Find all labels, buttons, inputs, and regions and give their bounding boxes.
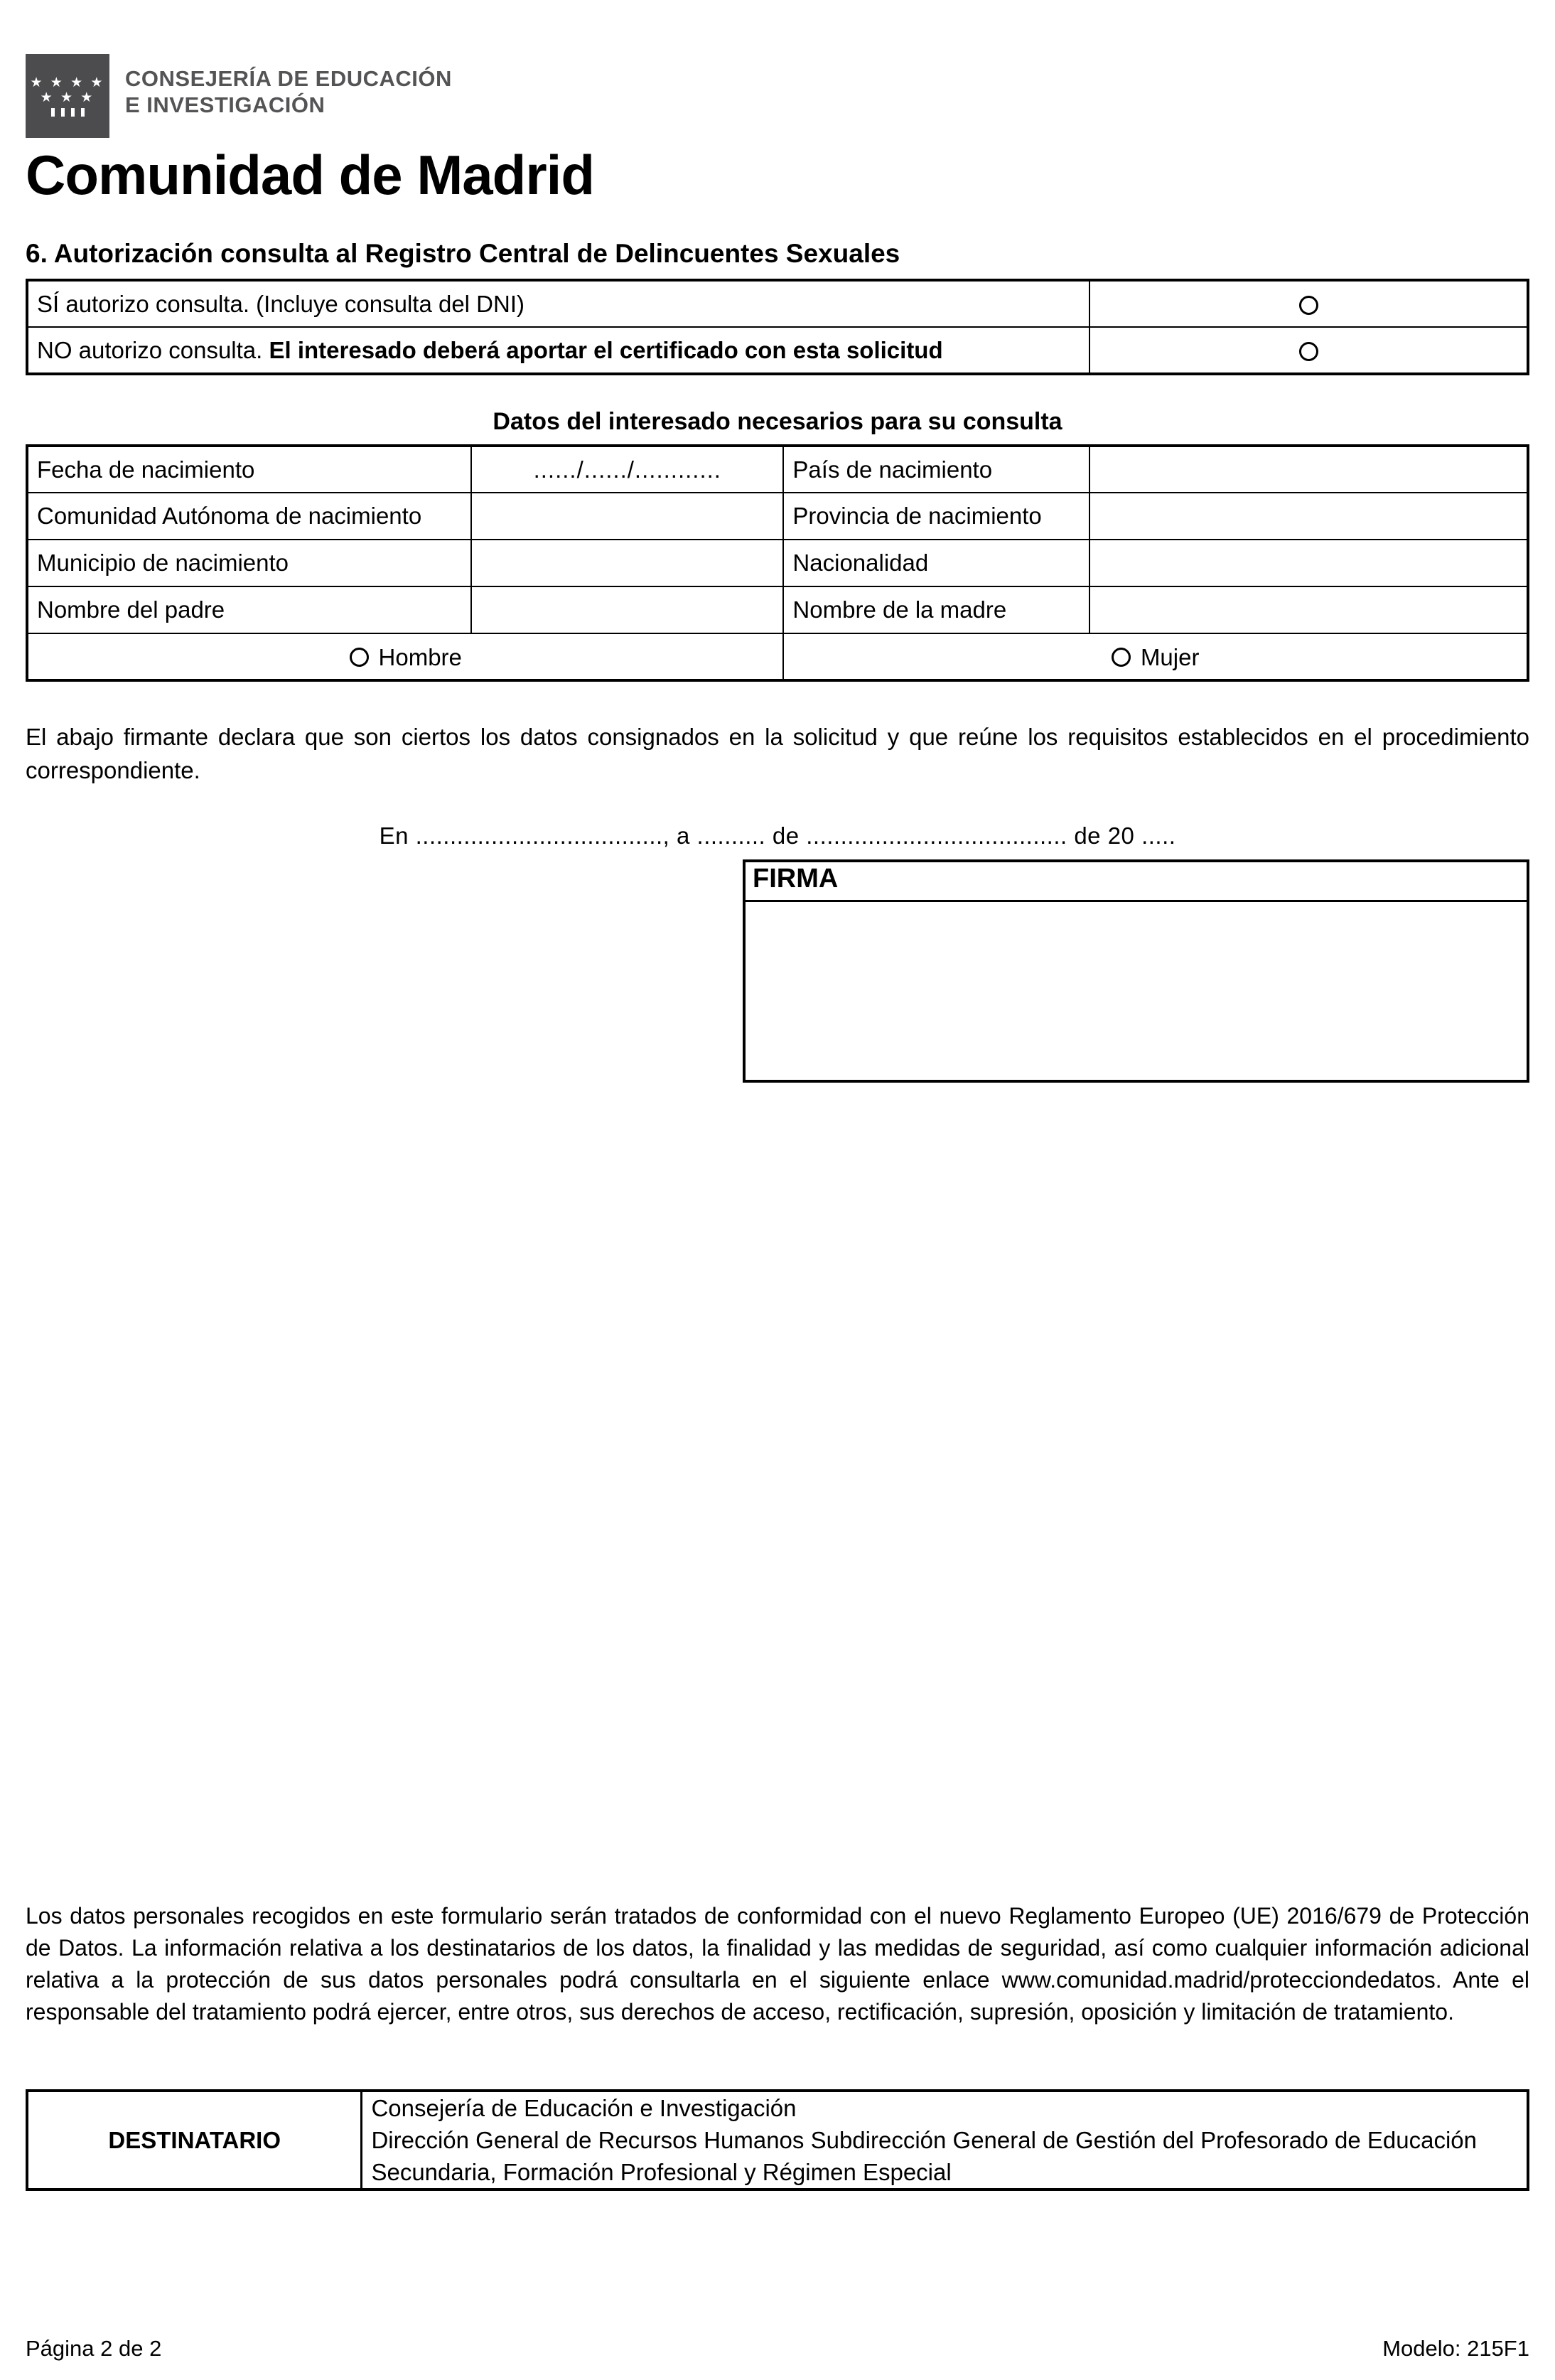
page-footer xyxy=(26,2336,1529,2362)
destinatario-label: DESTINATARIO xyxy=(27,2091,362,2189)
stars-row-2-icon: ★ ★ ★ xyxy=(40,90,95,105)
label-nombre-padre: Nombre del padre xyxy=(27,586,471,633)
consent-table xyxy=(26,279,1529,375)
gender-label-mujer: Mujer xyxy=(1140,643,1200,670)
radio-hombre[interactable] xyxy=(350,648,369,667)
label-pais-nacimiento: País de nacimiento xyxy=(783,446,1089,493)
datos-title: Datos del interesado necesarios para su consulta xyxy=(493,408,1062,435)
radio-mujer[interactable] xyxy=(1112,648,1131,667)
label-provincia-nacimiento: Provincia de nacimiento xyxy=(783,493,1089,540)
signature-box xyxy=(743,859,1529,1083)
signature-label: FIRMA xyxy=(746,862,1527,902)
stars-row-1-icon: ★ ★ ★ ★ xyxy=(30,75,105,90)
datos-table xyxy=(26,444,1529,682)
table-row xyxy=(27,586,1528,633)
consent-text-no: NO autorizo consulta. xyxy=(37,336,269,363)
consent-radio-cell-si xyxy=(1089,280,1528,327)
blank-space xyxy=(26,1083,1529,1900)
declaration-text: El abajo firmante declara que son ciertos los datos consignados en la solicitud y que reúne los requisitos establecidos en el procedimiento correspondiente. xyxy=(26,724,1529,783)
flag-marks-icon xyxy=(51,108,85,117)
model-number: Modelo: 215F1 xyxy=(1382,2336,1529,2361)
org-name-line2: E INVESTIGACIÓN xyxy=(125,92,325,117)
label-nombre-madre: Nombre de la madre xyxy=(783,586,1089,633)
destinatario-row xyxy=(27,2091,1528,2189)
table-row xyxy=(27,493,1528,540)
consent-bold-no: El interesado deberá aportar el certificado con esta solicitud xyxy=(269,336,943,363)
destinatario-table xyxy=(26,2089,1529,2191)
gender-cell-hombre xyxy=(27,633,783,680)
section-title: 6. Autorización consulta al Registro Central de Delincuentes Sexuales xyxy=(26,239,900,268)
org-name xyxy=(125,54,452,118)
brand-title: Comunidad de Madrid xyxy=(26,144,594,206)
consent-row-no xyxy=(27,327,1528,374)
gender-row xyxy=(27,633,1528,680)
signature-area[interactable] xyxy=(746,902,1527,1080)
consent-row-si xyxy=(27,280,1528,327)
gender-cell-mujer xyxy=(783,633,1528,680)
radio-no-autorizo[interactable] xyxy=(1299,342,1318,361)
comunidad-madrid-logo xyxy=(26,54,109,138)
input-nombre-madre[interactable] xyxy=(1089,586,1528,633)
destinatario-body xyxy=(362,2091,1528,2189)
consent-label-no xyxy=(27,327,1089,374)
destinatario-line1: Consejería de Educación e Investigación xyxy=(371,2095,797,2121)
consent-label-si xyxy=(27,280,1089,327)
consent-text-si: SÍ autorizo consulta. (Incluye consulta del DNI) xyxy=(37,290,524,317)
date-line[interactable]: En ...................................., a .......... de ...................................... de 20 ..... xyxy=(379,822,1176,849)
label-nacionalidad: Nacionalidad xyxy=(783,540,1089,586)
input-fecha-nacimiento[interactable]: ....../....../............ xyxy=(471,446,783,493)
input-provincia-nacimiento[interactable] xyxy=(1089,493,1528,540)
page-number: Página 2 de 2 xyxy=(26,2336,162,2361)
table-row xyxy=(27,446,1528,493)
table-row xyxy=(27,540,1528,586)
input-municipio-nacimiento[interactable] xyxy=(471,540,783,586)
input-pais-nacimiento[interactable] xyxy=(1089,446,1528,493)
destinatario-line2: Dirección General de Recursos Humanos Subdirección General de Gestión del Profesorado de Educación Secundaria, Formación Profesional y Régimen Especial xyxy=(371,2127,1477,2185)
input-comunidad-autonoma[interactable] xyxy=(471,493,783,540)
label-fecha-nacimiento: Fecha de nacimiento xyxy=(27,446,471,493)
privacy-notice: Los datos personales recogidos en este formulario serán tratados de conformidad con el nuevo Reglamento Europeo (UE) 2016/679 de Protección de Datos. La información relativa a los destinatarios de los datos, la finalidad y las medidas de seguridad, así como cualquier información adicional relativa a la protección de sus datos personales podrá consultarla en el siguiente enlace www.comunidad.madrid/protecciondedatos. Ante el responsable del tratamiento podrá ejercer, entre otros, sus derechos de acceso, rectificación, supresión, oposición y limitación de tratamiento. xyxy=(26,1903,1529,2025)
org-name-line1: CONSEJERÍA DE EDUCACIÓN xyxy=(125,66,452,91)
input-nacionalidad[interactable] xyxy=(1089,540,1528,586)
label-comunidad-autonoma: Comunidad Autónoma de nacimiento xyxy=(27,493,471,540)
input-nombre-padre[interactable] xyxy=(471,586,783,633)
header xyxy=(26,54,1529,138)
gender-label-hombre: Hombre xyxy=(378,643,462,670)
consent-radio-cell-no xyxy=(1089,327,1528,374)
label-municipio-nacimiento: Municipio de nacimiento xyxy=(27,540,471,586)
radio-si-autorizo[interactable] xyxy=(1299,296,1318,315)
